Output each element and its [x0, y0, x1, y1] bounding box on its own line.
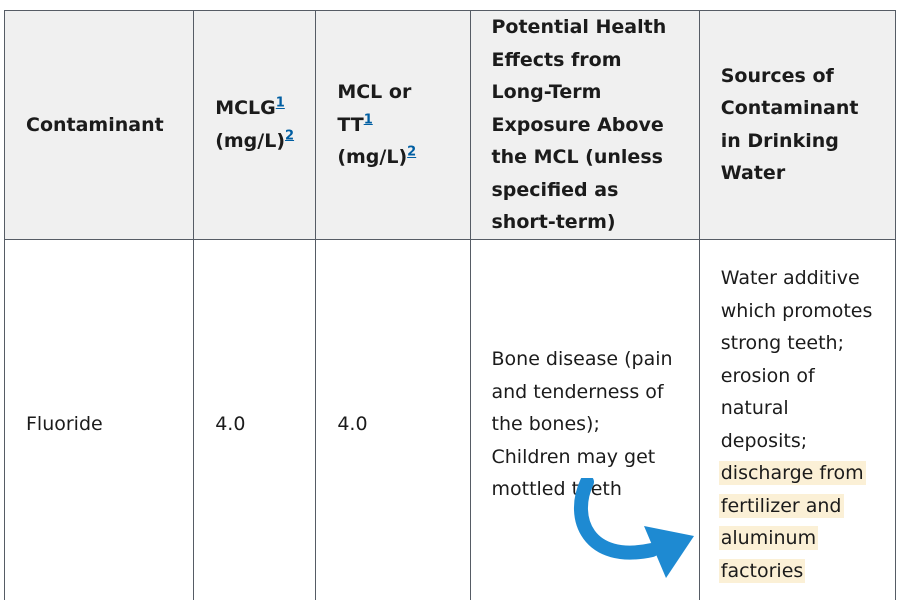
- cell-contaminant: Fluoride: [5, 239, 194, 600]
- highlighted-sources-text: discharge from fertilizer and aluminum factories: [720, 462, 864, 582]
- header-health-effects-label: Potential Health Effects from Long-Term Exposure Above the MCL (unless specified as short-term): [491, 16, 667, 233]
- header-mclg: [194, 11, 316, 240]
- cell-mclg: 4.0: [194, 239, 316, 600]
- footnote-link-1[interactable]: 1: [363, 112, 373, 128]
- cell-health-effects: Bone disease (pain and tenderness of the bones); Children may get mottled teeth: [470, 239, 699, 600]
- header-sources-label: Sources of Contaminant in Drinking Water: [720, 64, 859, 185]
- footnote-link-2[interactable]: 2: [407, 144, 417, 160]
- cell-mcl: 4.0: [316, 239, 470, 600]
- header-mcl-unit: (mg/L): [337, 146, 408, 168]
- header-mclg-label: MCLG: [215, 97, 276, 120]
- contaminant-table: [4, 10, 896, 600]
- header-health-effects: [470, 11, 699, 240]
- cell-sources: [699, 239, 895, 600]
- sources-text: Water additive which promotes strong teeth; erosion of natural deposits;: [720, 267, 873, 452]
- footnote-link-1[interactable]: 1: [275, 95, 285, 111]
- table-row: [5, 239, 896, 600]
- table-header-row: [5, 11, 896, 240]
- header-mclg-unit: (mg/L): [215, 129, 286, 152]
- header-contaminant: [5, 11, 194, 240]
- header-sources: [699, 11, 895, 240]
- header-contaminant-label: Contaminant: [26, 113, 164, 136]
- footnote-link-2[interactable]: 2: [285, 128, 295, 144]
- header-mcl: [316, 11, 470, 240]
- header-mcl-label: MCL or TT: [337, 81, 412, 136]
